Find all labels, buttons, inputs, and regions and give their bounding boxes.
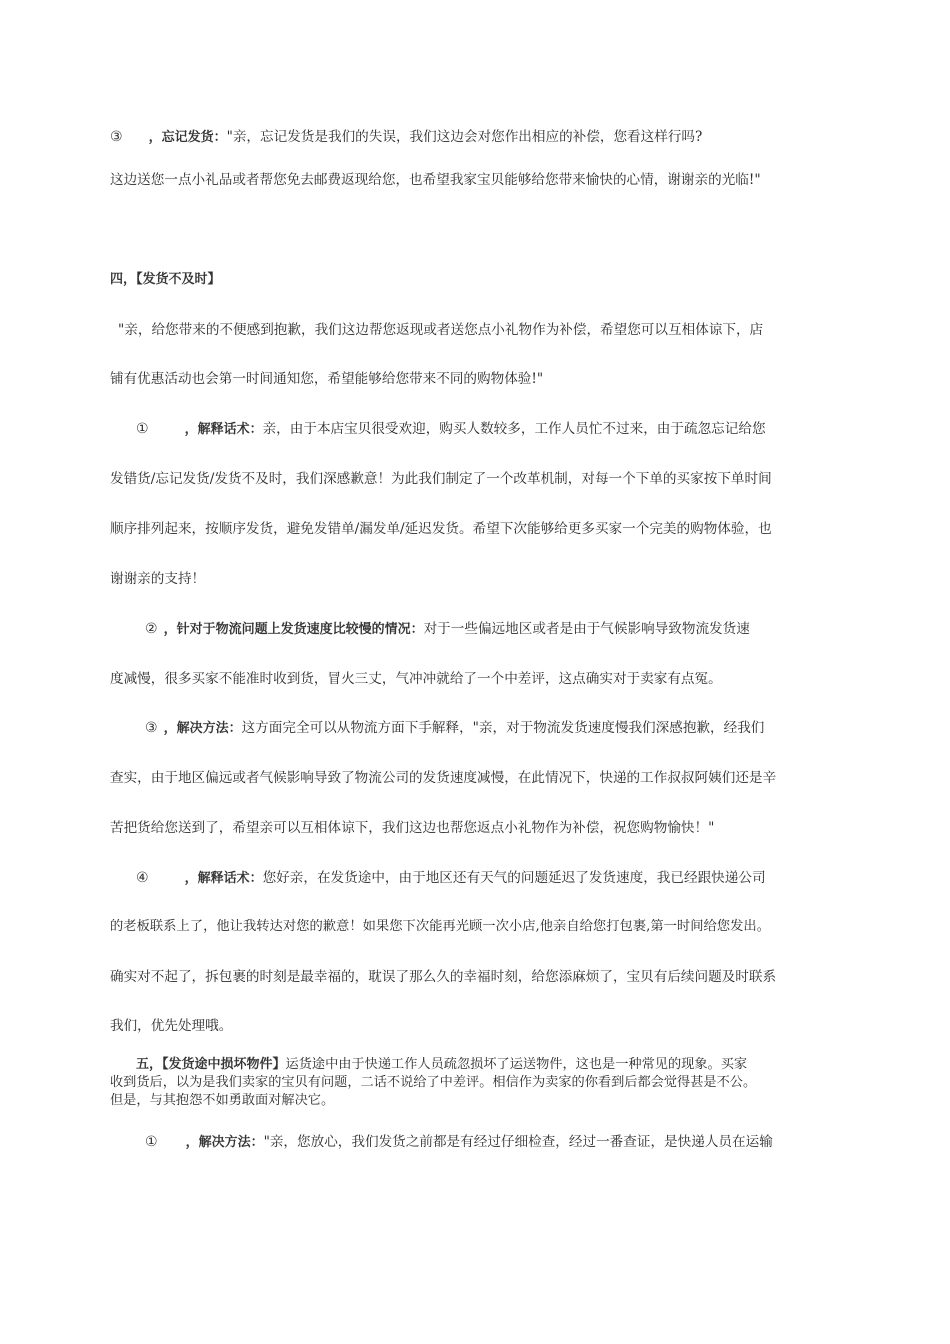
item-label: ，解释话术：: [184, 871, 263, 886]
sec4-item-1-line-2: 发错货/忘记发货/发货不及时，我们深感歉意！为此我们制定了一个改革机制，对每一个下单的买家按下单时间: [110, 471, 772, 487]
sec5-line-3: 但是，与其抱怨不如勇敢面对解决它。: [110, 1093, 335, 1108]
paragraph-text: 运货途中由于快递工作人员疏忽损坏了运送物件，这也是一种常见的现象。买家: [285, 1057, 748, 1072]
sec4-item-3-line-1: [145, 719, 764, 738]
paragraph-text: 亲，由于本店宝贝很受欢迎，购买人数较多，工作人员忙不过来，由于疏忽忘记给您: [262, 421, 766, 437]
section-heading-5: 五，【发货途中损坏物件】: [136, 1057, 286, 1072]
sec4-item-4-line-4: 我们，优先处理哦。: [110, 1018, 233, 1034]
item-number: ②: [145, 621, 158, 637]
sec4-item-4-line-2: 的老板联系上了，他让我转达对您的歉意！如果您下次能再光顾一次小店,他亲自给您打包裹,第一时间给您发出。: [110, 919, 770, 934]
item-label: ，解决方法：: [185, 1135, 264, 1150]
item-number: ③: [110, 129, 123, 145]
sec5-line-2: 收到货后，以为是我们卖家的宝贝有问题，二话不说给了中差评。相信作为卖家的你看到后都会觉得甚是不公。: [110, 1075, 757, 1090]
item-number: ③: [145, 720, 158, 736]
sec4-item-1-line-4: 谢谢亲的支持！: [110, 571, 206, 587]
paragraph-text: 您好亲，在发货途中，由于地区还有天气的问题延迟了发货速度，我已经跟快递公司: [262, 870, 766, 886]
item-label: ，解释话术：: [184, 422, 263, 437]
item-number: ①: [136, 421, 149, 437]
sec4-intro-line-1: "亲，给您带来的不便感到抱歉，我们这边帮您返现或者送您点小礼物作为补偿，希望您可以互相体谅下，店: [118, 322, 764, 338]
item-number: ①: [145, 1134, 158, 1150]
paragraph-text: "亲，您放心，我们发货之前都是有经过仔细检查，经过一番查证，是快递人员在运输: [263, 1134, 773, 1150]
item-number: ④: [136, 870, 149, 886]
sec4-item-3-line-3: 苦把货给您送到了，希望亲可以互相体谅下，我们这边也帮您返点小礼物作为补偿，祝您购物愉快！": [110, 820, 715, 836]
sec4-item-4-line-1: [136, 869, 766, 888]
forget-shipping-line-1: [110, 128, 702, 147]
sec4-item-2-line-2: 度减慢，很多买家不能准时收到货，冒火三丈，气冲冲就给了一个中差评，这点确实对于卖家有点冤。: [110, 671, 722, 687]
sec4-item-1-line-1: [136, 420, 766, 439]
paragraph-text: 这方面完全可以从物流方面下手解释，"亲，对于物流发货速度慢我们深感抱歉，经我们: [241, 720, 765, 736]
item-label: ，忘记发货：: [148, 130, 227, 145]
forget-shipping-line-2: 这边送您一点小礼品或者帮您免去邮费返现给您，也希望我家宝贝能够给您带来愉快的心情，谢谢亲的光临!": [110, 172, 761, 188]
sec4-item-1-line-3: 顺序排列起来，按顺序发货，避免发错单/漏发单/延迟发货。希望下次能够给更多买家一个完美的购物体验，也: [110, 521, 772, 537]
sec4-intro-line-2: 铺有优惠活动也会第一时间通知您，希望能够给您带来不同的购物体验!": [110, 371, 544, 387]
paragraph-text: 对于一些偏远地区或者是由于气候影响导致物流发货速: [423, 621, 750, 637]
section-heading-4: 四，【发货不及时】: [110, 272, 221, 287]
sec4-item-4-line-3: 确实对不起了，拆包裹的时刻是最幸福的，耽误了那么久的幸福时刻，给您添麻烦了，宝贝有后续问题及时联系: [110, 969, 777, 985]
item-label: ，解决方法：: [163, 721, 242, 736]
item-label: ，针对于物流问题上发货速度比较慢的情况：: [163, 622, 424, 637]
paragraph-text: "亲，忘记发货是我们的失误，我们这边会对您作出相应的补偿，您看这样行吗?: [226, 129, 703, 145]
sec4-item-2-line-1: [145, 620, 750, 639]
sec5-item-1-line-1: [145, 1133, 773, 1152]
sec5-line-1: [136, 1056, 747, 1073]
sec4-item-3-line-2: 查实，由于地区偏远或者气候影响导致了物流公司的发货速度减慢，在此情况下，快递的工作叔叔阿姨们还是辛: [110, 770, 777, 786]
